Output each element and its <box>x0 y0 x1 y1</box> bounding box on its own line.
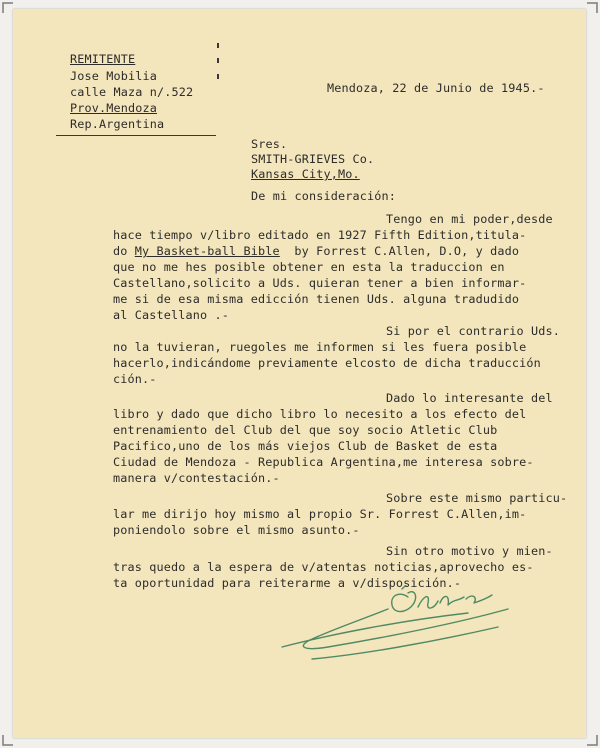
greeting: De mi consideración: <box>251 189 397 203</box>
sender-province: Prov.Mendoza <box>70 101 158 115</box>
sender-tick <box>217 43 219 48</box>
paragraph-1-line: que no me hes posible obtener en esta la traduccion en <box>113 260 505 274</box>
paragraph-3-line: entrenamiento del Club del que soy socio Atletic Club <box>113 423 498 437</box>
recipient-city: Kansas City,Mo. <box>251 167 360 181</box>
corner-mark-top-right <box>586 2 598 14</box>
sender-tick <box>217 58 219 63</box>
corner-mark-bottom-right <box>586 734 598 746</box>
corner-mark-bottom-left <box>2 734 14 746</box>
paragraph-5-line: Sin otro motivo y mien- <box>386 544 553 558</box>
handwritten-signature <box>268 585 528 670</box>
paragraph-3-line: Ciudad de Mendoza - Republica Argentina,me interesa sobre- <box>113 455 534 469</box>
paragraph-3-line: Dado lo interesante del <box>386 391 553 405</box>
book-title: My Basket-ball Bible <box>134 244 280 258</box>
recipient-salutation: Sres. <box>251 137 288 151</box>
paragraph-3-line: Pacifico,uno de los más viejos Club de Basket de esta <box>113 439 498 453</box>
paragraph-1-text: do <box>113 244 135 258</box>
sender-rule <box>56 135 216 136</box>
paragraph-2-line: Si por el contrario Uds. <box>386 324 561 338</box>
paragraph-1-line: hace tiempo v/libro editado en 1927 Fifth Edition,titula- <box>113 228 527 242</box>
paragraph-4-line: lar me dirijo hoy mismo al propio Sr. Forrest C.Allen,im- <box>113 507 527 521</box>
sender-tick <box>217 74 219 79</box>
sender-heading: REMITENTE <box>70 52 136 66</box>
paragraph-2-line: hacerlo,indicándome previamente elcosto de dicha traducción <box>113 356 541 370</box>
paragraph-1-line <box>113 243 519 259</box>
paragraph-1-line: Tengo en mi poder,desde <box>386 212 553 226</box>
paragraph-2-line: no la tuvieran, ruegoles me informen si les fuera posible <box>113 340 527 354</box>
paragraph-1-line: al Castellano .- <box>113 308 230 322</box>
sender-country: Rep.Argentina <box>70 117 165 131</box>
paragraph-4-line: Sobre este mismo particu- <box>386 491 568 505</box>
sender-street: calle Maza n/.522 <box>70 85 194 99</box>
paragraph-1-line: me si de esa misma edicción tienen Uds. alguna tradudido <box>113 292 520 306</box>
paragraph-1-line: Castellano,solicito a Uds. quieran tener a bien informar- <box>113 276 527 290</box>
paragraph-5-line: ta oportunidad para reiterarme a v/disposición.- <box>113 576 462 590</box>
paragraph-2-line: ción.- <box>113 372 157 386</box>
corner-mark-top-left <box>2 2 14 14</box>
paragraph-4-line: poniendolo sobre el mismo asunto.- <box>113 523 360 537</box>
paragraph-5-line: tras quedo a la espera de v/atentas noticias,aprovecho es- <box>113 560 534 574</box>
recipient-company: SMITH-GRIEVES Co. <box>251 152 375 166</box>
sender-name: Jose Mobilia <box>70 69 158 83</box>
paragraph-1-text: by Forrest C.Allen, D.O, y dado <box>279 244 520 258</box>
paragraph-3-line: manera v/contestación.- <box>113 471 280 485</box>
letter-date: Mendoza, 22 de Junio de 1945.- <box>327 81 545 95</box>
paragraph-3-line: libro y dado que dicho libro lo necesito a los efecto del <box>113 407 527 421</box>
